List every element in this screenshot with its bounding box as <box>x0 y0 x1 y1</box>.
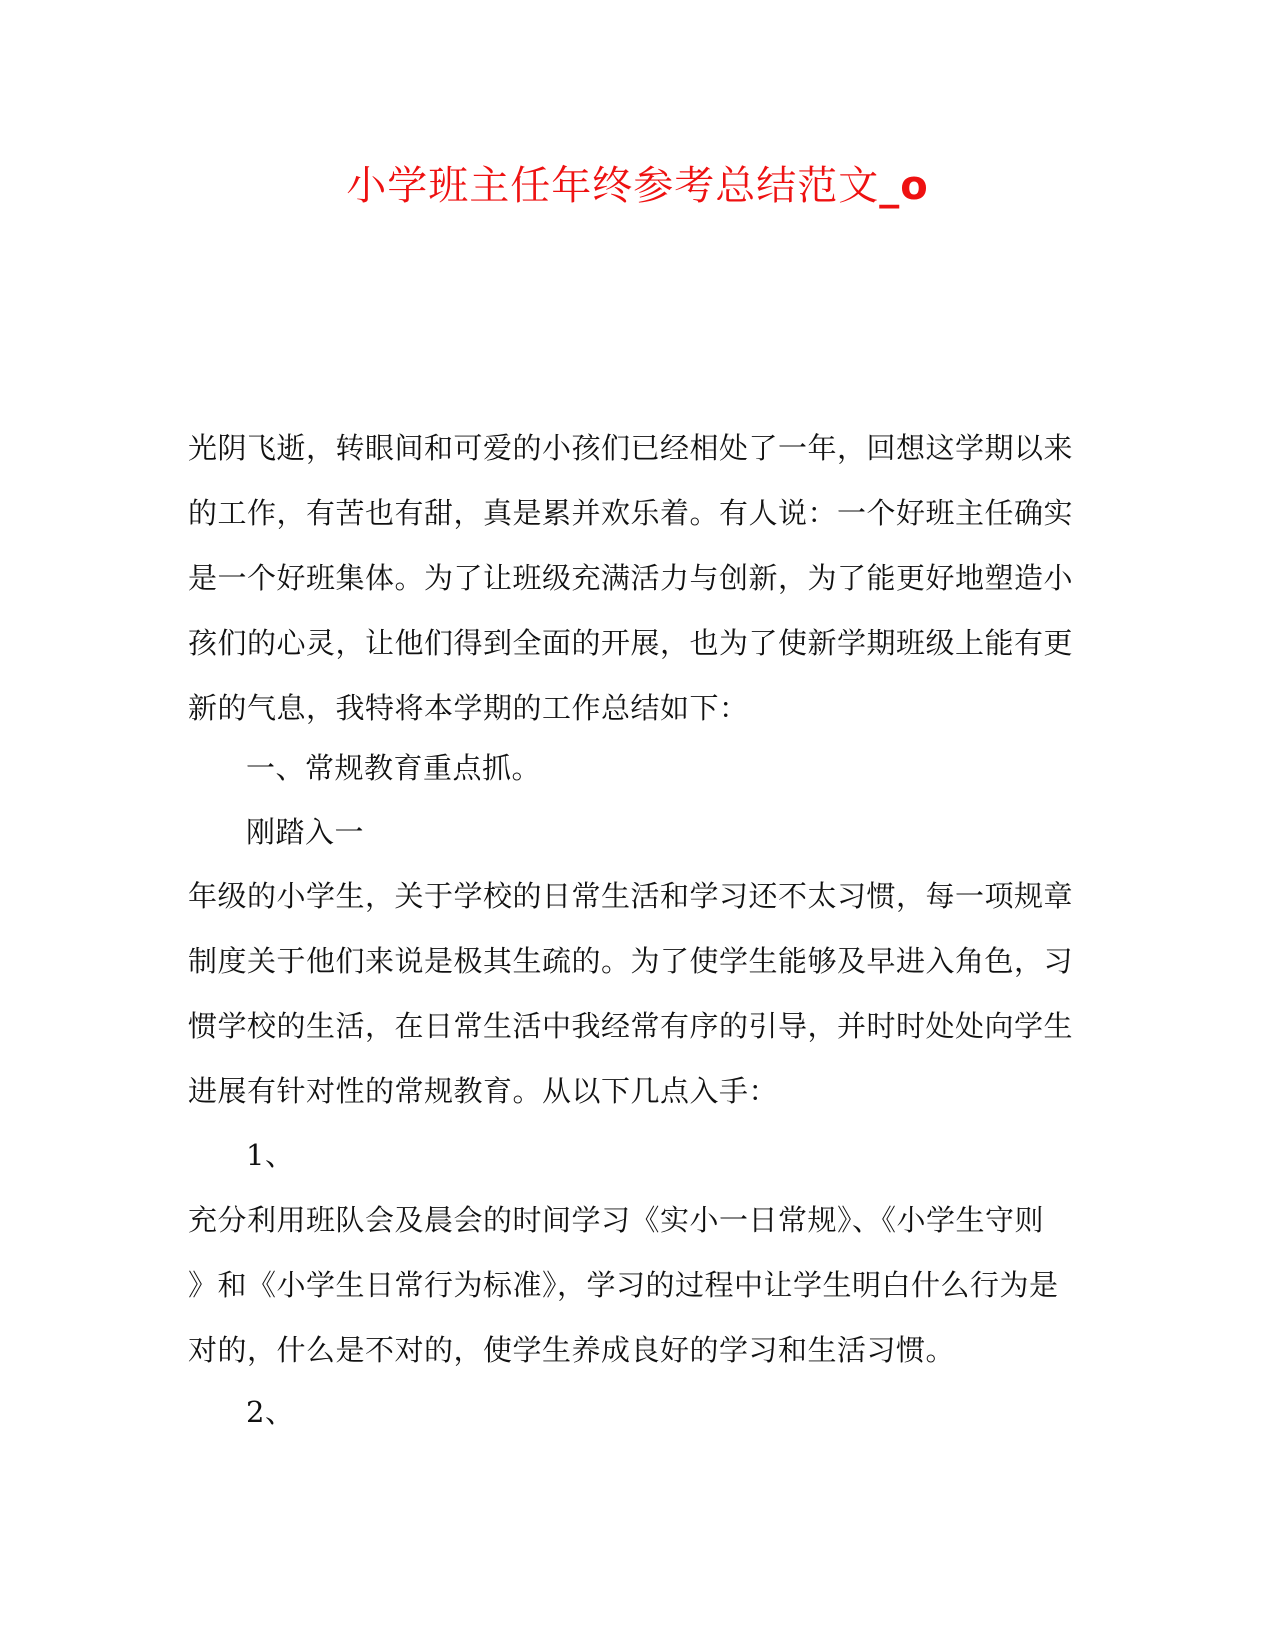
text-line: 的工作，有苦也有甜，真是累并欢乐着。有人说：一个好班主任确实 <box>188 496 1074 530</box>
paragraph-start: 刚踏入一 <box>246 815 365 849</box>
section-heading: 一、常规教育重点抓。 <box>246 751 542 785</box>
text-line: 惯学校的生活，在日常生活中我经常有序的引导，并时时处处向学生 <box>188 1009 1074 1043</box>
intro-paragraph <box>188 416 1074 741</box>
body-paragraph <box>188 864 1074 1124</box>
text-line: 制度关于他们来说是极其生疏的。为了使学生能够及早进入角色，习 <box>188 944 1074 978</box>
document-title <box>0 158 1275 214</box>
text-line: 孩们的心灵，让他们得到全面的开展，也为了使新学期班级上能有更 <box>188 626 1074 660</box>
text-line: 》和《小学生日常行为标准》，学习的过程中让学生明白什么行为是 <box>188 1268 1059 1302</box>
title-text: 小学班主任年终参考总结范文 <box>346 163 880 209</box>
text-line: 年级的小学生，关于学校的日常生活和学习还不太习惯，每一项规章 <box>188 879 1074 913</box>
list-item-number: 2、 <box>246 1395 295 1429</box>
text-line: 进展有针对性的常规教育。从以下几点入手： <box>188 1074 779 1108</box>
text-line: 光阴飞逝，转眼间和可爱的小孩们已经相处了一年，回想这学期以来 <box>188 431 1074 465</box>
text-line: 是一个好班集体。为了让班级充满活力与创新，为了能更好地塑造小 <box>188 561 1074 595</box>
text-line: 充分利用班队会及晨会的时间学习《实小一日常规》、《小学生守则 <box>188 1203 1045 1237</box>
text-line: 对的，什么是不对的，使学生养成良好的学习和生活习惯。 <box>188 1333 956 1367</box>
list-item-text <box>188 1188 1068 1383</box>
title-suffix: _o <box>879 163 929 209</box>
text-line: 新的气息，我特将本学期的工作总结如下： <box>188 691 749 725</box>
list-item-number: 1、 <box>246 1138 295 1172</box>
